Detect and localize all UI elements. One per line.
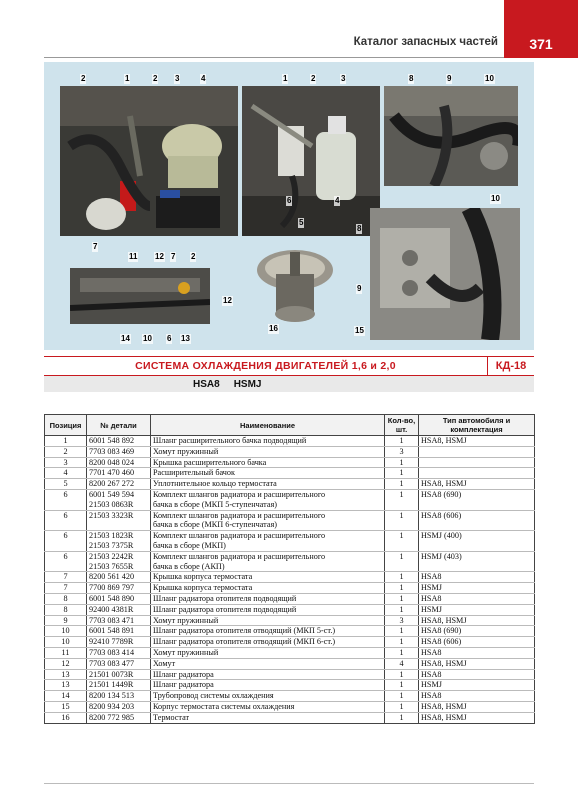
- callout-5: 5: [299, 218, 304, 227]
- vehicle-type-cell: HSMJ (400): [419, 531, 535, 552]
- table-row: [45, 604, 535, 615]
- callout-6: 6: [167, 334, 172, 343]
- vehicle-type-cell: HSMJ: [419, 604, 535, 615]
- part-number-cell: 21503 3323R: [87, 510, 151, 531]
- position-cell: 8: [45, 593, 87, 604]
- model-label: HSA8: [193, 378, 220, 390]
- callout-11: 11: [129, 252, 138, 261]
- table-row: [45, 647, 535, 658]
- catalog-title: Каталог запасных частей: [353, 36, 498, 48]
- qty-cell: 1: [385, 669, 419, 680]
- callout-2: 2: [311, 74, 316, 83]
- qty-cell: 1: [385, 637, 419, 648]
- table-row: [45, 712, 535, 723]
- section-title: СИСТЕМА ОХЛАЖДЕНИЯ ДВИГАТЕЛЕЙ 1,6 и 2,0: [135, 360, 396, 372]
- callout-7: 7: [93, 242, 98, 251]
- qty-cell: 1: [385, 712, 419, 723]
- callout-7: 7: [171, 252, 176, 261]
- model-bar: [44, 376, 534, 392]
- name-cell: Шланг радиатора отопителя отводящий (МКП 6-ст.): [151, 637, 385, 648]
- col-header-position: Позиция: [45, 415, 87, 436]
- vehicle-type-cell: HSA8: [419, 691, 535, 702]
- table-row: [45, 626, 535, 637]
- vehicle-type-cell: [419, 446, 535, 457]
- position-cell: 6: [45, 510, 87, 531]
- name-cell: Шланг радиатора: [151, 669, 385, 680]
- vehicle-type-cell: HSA8: [419, 669, 535, 680]
- part-number-cell: 8200 561 420: [87, 572, 151, 583]
- table-row: [45, 551, 535, 572]
- callout-9: 9: [357, 284, 362, 293]
- position-cell: 5: [45, 479, 87, 490]
- part-number-cell: 21503 1823R 21503 7375R: [87, 531, 151, 552]
- table-row: [45, 572, 535, 583]
- callout-3: 3: [175, 74, 180, 83]
- table-row: [45, 510, 535, 531]
- part-number-cell: 21501 1449R: [87, 680, 151, 691]
- vehicle-type-cell: HSA8 (690): [419, 489, 535, 510]
- vehicle-type-cell: [419, 457, 535, 468]
- qty-cell: 1: [385, 479, 419, 490]
- qty-cell: 1: [385, 701, 419, 712]
- col-header-part-number: № детали: [87, 415, 151, 436]
- name-cell: Комплект шлангов радиатора и расширительного бачка в сборе (АКП): [151, 551, 385, 572]
- part-number-cell: 6001 548 891: [87, 626, 151, 637]
- qty-cell: 3: [385, 615, 419, 626]
- position-cell: 7: [45, 572, 87, 583]
- table-row: [45, 615, 535, 626]
- callout-10: 10: [491, 194, 500, 203]
- qty-cell: 1: [385, 468, 419, 479]
- qty-cell: 4: [385, 658, 419, 669]
- name-cell: Трубопровод системы охлаждения: [151, 691, 385, 702]
- photo-manifold: [70, 268, 210, 324]
- photo-thermostat: [250, 232, 340, 332]
- qty-cell: 1: [385, 572, 419, 583]
- table-row: [45, 658, 535, 669]
- header-rule: [44, 57, 506, 58]
- callout-2: 2: [81, 74, 86, 83]
- part-number-cell: 8200 267 272: [87, 479, 151, 490]
- qty-cell: 1: [385, 647, 419, 658]
- part-number-cell: 21501 0073R: [87, 669, 151, 680]
- position-cell: 1: [45, 436, 87, 447]
- callout-12: 12: [223, 296, 232, 305]
- position-cell: 11: [45, 647, 87, 658]
- part-number-cell: 7703 083 469: [87, 446, 151, 457]
- position-cell: 15: [45, 701, 87, 712]
- name-cell: Шланг радиатора: [151, 680, 385, 691]
- name-cell: Крышка корпуса термостата: [151, 572, 385, 583]
- position-cell: 6: [45, 531, 87, 552]
- qty-cell: 1: [385, 457, 419, 468]
- part-number-cell: 7700 869 797: [87, 583, 151, 594]
- section-title-bar: [44, 356, 534, 376]
- vehicle-type-cell: HSA8, HSMJ: [419, 712, 535, 723]
- model-label: HSMJ: [233, 378, 262, 390]
- part-number-cell: 8200 048 024: [87, 457, 151, 468]
- figure-panel: [44, 62, 534, 350]
- qty-cell: 1: [385, 691, 419, 702]
- name-cell: Шланг радиатора отопителя подводящий: [151, 604, 385, 615]
- name-cell: Крышка расширительного бачка: [151, 457, 385, 468]
- photo-engine-bay: [60, 86, 238, 236]
- part-number-cell: 92400 4381R: [87, 604, 151, 615]
- page-number: 371: [504, 0, 578, 58]
- name-cell: Крышка корпуса термостата: [151, 583, 385, 594]
- part-number-cell: 6001 548 892: [87, 436, 151, 447]
- col-header-vehicle-type: Тип автомобиля и комплектация: [419, 415, 535, 436]
- vehicle-type-cell: HSA8 (606): [419, 510, 535, 531]
- callout-10: 10: [485, 74, 494, 83]
- vehicle-type-cell: [419, 468, 535, 479]
- position-cell: 4: [45, 468, 87, 479]
- table-row: [45, 457, 535, 468]
- part-number-cell: 92410 7789R: [87, 637, 151, 648]
- qty-cell: 1: [385, 551, 419, 572]
- table-row: [45, 531, 535, 552]
- vehicle-type-cell: HSA8: [419, 572, 535, 583]
- callout-1: 1: [125, 74, 130, 83]
- callout-2: 2: [191, 252, 196, 261]
- vehicle-type-cell: HSA8, HSMJ: [419, 479, 535, 490]
- table-row: [45, 479, 535, 490]
- photo-thermostat-housing: [370, 208, 520, 340]
- table-row: [45, 691, 535, 702]
- table-row: [45, 583, 535, 594]
- callout-6: 6: [287, 196, 292, 205]
- qty-cell: 1: [385, 531, 419, 552]
- position-cell: 8: [45, 604, 87, 615]
- callout-4: 4: [335, 196, 340, 205]
- part-number-cell: 6001 548 890: [87, 593, 151, 604]
- position-cell: 2: [45, 446, 87, 457]
- callout-13: 13: [181, 334, 190, 343]
- callout-16: 16: [269, 324, 278, 333]
- vehicle-type-cell: HSMJ: [419, 583, 535, 594]
- callout-12: 12: [155, 252, 164, 261]
- callout-8: 8: [357, 224, 362, 233]
- section-code: КД-18: [487, 357, 534, 375]
- qty-cell: 1: [385, 604, 419, 615]
- photo-expansion-tank: [242, 86, 380, 236]
- name-cell: Комплект шлангов радиатора и расширительного бачка в сборе (МКП 5-ступенчатая): [151, 489, 385, 510]
- callout-2: 2: [153, 74, 158, 83]
- table-row: [45, 701, 535, 712]
- qty-cell: 3: [385, 446, 419, 457]
- name-cell: Уплотнительное кольцо термостата: [151, 479, 385, 490]
- part-number-cell: 8200 134 513: [87, 691, 151, 702]
- name-cell: Комплект шлангов радиатора и расширительного бачка в сборе (МКП 6-ступенчатая): [151, 510, 385, 531]
- qty-cell: 1: [385, 436, 419, 447]
- name-cell: Шланг радиатора отопителя отводящий (МКП 5-ст.): [151, 626, 385, 637]
- qty-cell: 1: [385, 593, 419, 604]
- parts-table: [44, 414, 535, 724]
- position-cell: 10: [45, 626, 87, 637]
- position-cell: 13: [45, 680, 87, 691]
- table-row: [45, 436, 535, 447]
- part-number-cell: 8200 772 985: [87, 712, 151, 723]
- position-cell: 10: [45, 637, 87, 648]
- position-cell: 9: [45, 615, 87, 626]
- part-number-cell: 21503 2242R 21503 7655R: [87, 551, 151, 572]
- col-header-qty: Кол-во, шт.: [385, 415, 419, 436]
- qty-cell: 1: [385, 489, 419, 510]
- position-cell: 13: [45, 669, 87, 680]
- vehicle-type-cell: HSA8 (690): [419, 626, 535, 637]
- vehicle-type-cell: HSMJ (403): [419, 551, 535, 572]
- part-number-cell: 7703 083 414: [87, 647, 151, 658]
- vehicle-type-cell: HSA8, HSMJ: [419, 701, 535, 712]
- qty-cell: 1: [385, 510, 419, 531]
- name-cell: Корпус термостата системы охлаждения: [151, 701, 385, 712]
- name-cell: Хомут пружинный: [151, 446, 385, 457]
- position-cell: 3: [45, 457, 87, 468]
- footer-rule: [44, 783, 534, 784]
- vehicle-type-cell: HSA8 (606): [419, 637, 535, 648]
- position-cell: 7: [45, 583, 87, 594]
- part-number-cell: 7703 083 471: [87, 615, 151, 626]
- table-row: [45, 489, 535, 510]
- vehicle-type-cell: HSA8, HSMJ: [419, 658, 535, 669]
- position-cell: 6: [45, 551, 87, 572]
- table-header-row: [45, 415, 535, 436]
- part-number-cell: 6001 549 594 21503 0863R: [87, 489, 151, 510]
- vehicle-type-cell: HSA8: [419, 593, 535, 604]
- callout-14: 14: [121, 334, 130, 343]
- callout-10: 10: [143, 334, 152, 343]
- part-number-cell: 7701 470 460: [87, 468, 151, 479]
- name-cell: Комплект шлангов радиатора и расширительного бачка в сборе (МКП): [151, 531, 385, 552]
- position-cell: 16: [45, 712, 87, 723]
- callout-4: 4: [201, 74, 206, 83]
- qty-cell: 1: [385, 680, 419, 691]
- vehicle-type-cell: HSMJ: [419, 680, 535, 691]
- table-row: [45, 669, 535, 680]
- qty-cell: 1: [385, 583, 419, 594]
- part-number-cell: 7703 083 477: [87, 658, 151, 669]
- name-cell: Хомут пружинный: [151, 615, 385, 626]
- name-cell: Шланг радиатора отопителя подводящий: [151, 593, 385, 604]
- name-cell: Хомут: [151, 658, 385, 669]
- table-row: [45, 593, 535, 604]
- vehicle-type-cell: HSA8, HSMJ: [419, 615, 535, 626]
- col-header-name: Наименование: [151, 415, 385, 436]
- table-row: [45, 468, 535, 479]
- position-cell: 6: [45, 489, 87, 510]
- callout-3: 3: [341, 74, 346, 83]
- table-row: [45, 680, 535, 691]
- qty-cell: 1: [385, 626, 419, 637]
- callout-9: 9: [447, 74, 452, 83]
- vehicle-type-cell: HSA8, HSMJ: [419, 436, 535, 447]
- callout-15: 15: [355, 326, 364, 335]
- table-row: [45, 446, 535, 457]
- name-cell: Шланг расширительного бачка подводящий: [151, 436, 385, 447]
- table-row: [45, 637, 535, 648]
- callout-8: 8: [409, 74, 414, 83]
- position-cell: 12: [45, 658, 87, 669]
- photo-heater-hoses: [384, 86, 518, 186]
- position-cell: 14: [45, 691, 87, 702]
- callout-1: 1: [283, 74, 288, 83]
- part-number-cell: 8200 934 203: [87, 701, 151, 712]
- name-cell: Хомут пружинный: [151, 647, 385, 658]
- name-cell: Термостат: [151, 712, 385, 723]
- name-cell: Расширительный бачок: [151, 468, 385, 479]
- vehicle-type-cell: HSA8: [419, 647, 535, 658]
